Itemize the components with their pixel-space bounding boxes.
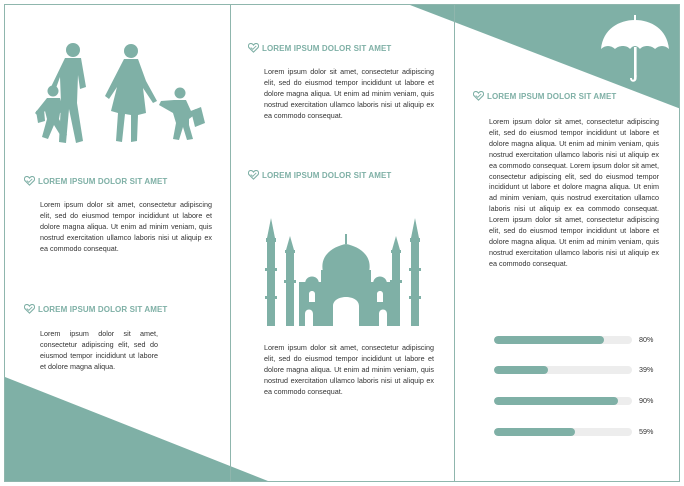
progress-fill	[494, 336, 604, 344]
heading-text: LOREM IPSUM DOLOR SIT AMET	[262, 170, 392, 180]
heading-text: LOREM IPSUM DOLOR SIT AMET	[487, 91, 617, 101]
progress-fill	[494, 397, 618, 405]
middle-section-1-body: Lorem ipsum dolor sit amet, consectetur adipiscing elit, sed do eiusmod tempor incididunt ut labore et dolore magna aliqua. Ut enim ad minim veniam, quis nostrud exercitation ullamco laboris nisi ut aliquip ex ea commodo consequat.	[264, 67, 434, 120]
heart-icon	[24, 176, 35, 186]
middle-section-2-heading	[248, 170, 391, 180]
progress-bar	[494, 334, 664, 346]
bottom-left-triangle	[5, 377, 273, 482]
progress-bar	[494, 364, 664, 376]
progress-fill	[494, 366, 548, 374]
panel-divider-2	[454, 5, 455, 481]
progress-bar	[494, 395, 664, 407]
middle-section-2-body: Lorem ipsum dolor sit amet, consectetur adipiscing elit, sed do eiusmod tempor incididunt ut labore et dolore magna aliqua. Ut enim ad minim veniam, quis nostrud exercitation ullamco laboris nisi ut aliquip ex ea commodo consequat.	[264, 343, 434, 396]
progress-label: 39%	[639, 365, 654, 374]
panel-divider-1	[230, 5, 231, 481]
heading-text: LOREM IPSUM DOLOR SIT AMET	[262, 43, 392, 53]
mosque-silhouette-icon	[261, 210, 425, 326]
right-section-1-body: Lorem ipsum dolor sit amet, consectetur adipiscing elit, sed do eiusmod tempor incididunt ut labore et dolore magna aliqua. Ut enim ad minim veniam, quis nostrud exercitation ullamco laboris nisi ut aliquip ex ea commodo consequat. Lorem ipsum dolor sit amet, consectetur adipiscing elit, sed do eiusmod tempor incididunt ut labore et dolore magna aliqua. Ut enim ad minim veniam, quis nostrud exercitation ullamco laboris nisi ut aliquip ex ea commodo consequat. Lorem ipsum dolor sit amet, consectetur adipiscing elit, sed do eiusmod tempor incididunt ut labore et dolore magna aliqua. Ut enim ad minim veniam, quis nostrud exercitation ullamco laboris nisi ut aliquip ex ea commodo consequat.	[489, 117, 659, 268]
progress-fill	[494, 428, 575, 436]
progress-track	[494, 397, 632, 405]
heart-icon	[248, 170, 259, 180]
progress-label: 59%	[639, 427, 654, 436]
progress-track	[494, 428, 632, 436]
left-section-2-body: Lorem ipsum dolor sit amet, consectetur adipiscing elit, sed do eiusmod tempor incididunt ut labore et dolore magna aliqua.	[40, 329, 158, 371]
heart-icon	[24, 304, 35, 314]
progress-label: 80%	[639, 335, 654, 344]
heart-icon	[473, 91, 484, 101]
left-section-1-heading	[24, 176, 167, 186]
progress-bar	[494, 426, 664, 438]
umbrella-icon	[599, 15, 671, 85]
heading-text: LOREM IPSUM DOLOR SIT AMET	[38, 304, 168, 314]
right-section-1-heading	[473, 91, 616, 101]
middle-section-1-heading	[248, 43, 391, 53]
family-silhouette-icon	[33, 41, 218, 147]
left-section-2-heading	[24, 304, 167, 314]
progress-track	[494, 336, 632, 344]
progress-track	[494, 366, 632, 374]
left-section-1-body: Lorem ipsum dolor sit amet, consectetur adipiscing elit, sed do eiusmod tempor incididunt ut labore et dolore magna aliqua. Ut enim ad minim veniam, quis nostrud exercitation ullamco laboris nisi ut aliquip ex ea commodo consequat.	[40, 200, 212, 253]
progress-label: 90%	[639, 396, 654, 405]
heart-icon	[248, 43, 259, 53]
brochure	[4, 4, 680, 482]
heading-text: LOREM IPSUM DOLOR SIT AMET	[38, 176, 168, 186]
